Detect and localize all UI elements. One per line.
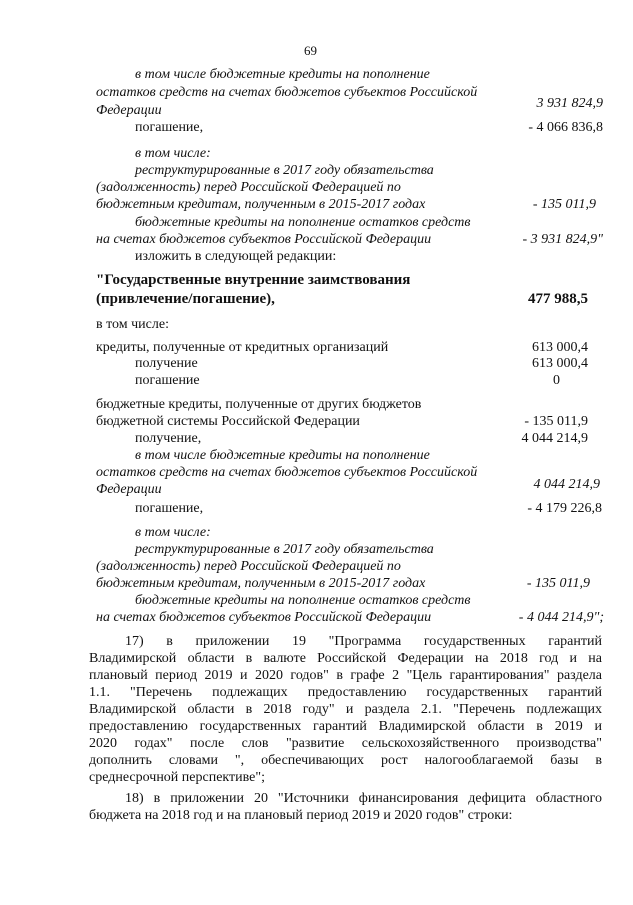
old-incl-label: в том числе: (135, 146, 211, 161)
para17-line4: 1.1. "Перечень подлежащих предоставлению государственных гарантий (89, 685, 602, 700)
budget-incl-line1: в том числе бюджетные кредиты на пополнение (135, 448, 430, 463)
new-incl: в том числе: (96, 317, 169, 332)
para17-line8: дополнить словами ", обеспечивающих рост налогооблагаемой базы в (89, 753, 602, 768)
old-repay-value: - 4 066 836,8 (528, 120, 603, 135)
credit-receive-value: 613 000,4 (532, 356, 588, 371)
old-incl-line2: остатков средств на счетах бюджетов субъектов Российской (96, 85, 478, 100)
old-repay-label: погашение, (135, 120, 204, 135)
budget-incl-line3: Федерации (96, 482, 162, 497)
credit-org-label: кредиты, полученные от кредитных организаций (96, 340, 389, 355)
budget-receive-label: получение, (135, 431, 202, 446)
old-restr-value: - 135 011,9 (532, 197, 596, 212)
para17-line9: среднесрочной перспективе"; (89, 770, 265, 785)
budget-incl-line2: остатков средств на счетах бюджетов субъектов Российской (96, 465, 478, 480)
credit-receive-label: получение (135, 356, 198, 371)
old-incl-line3: Федерации (96, 103, 162, 118)
para18-line1: 18) в приложении 20 "Источники финансирования дефицита областного (125, 791, 602, 806)
para17-line5: Владимирской области в 2018 году" и раздела 2.1. "Перечень подлежащих (89, 702, 602, 717)
credit-repay-value: 0 (553, 373, 560, 388)
para17-line7: 2020 годах" после слов "развитие сельскохозяйственного производства" (89, 736, 602, 751)
budget-incl-value: 4 044 214,9 (533, 477, 600, 492)
budget-receive-value: 4 044 214,9 (521, 431, 588, 446)
new-bk-line1: бюджетные кредиты на пополнение остатков средств (135, 593, 471, 608)
old-restr-line1: реструктурированные в 2017 году обязательства (135, 163, 434, 178)
new-incl-label: в том числе: (135, 525, 211, 540)
budget-credit-line1: бюджетные кредиты, полученные от других бюджетов (96, 397, 422, 412)
budget-repay-value: - 4 179 226,8 (527, 501, 602, 516)
page-number: 69 (304, 43, 317, 58)
old-bk-value: - 3 931 824,9" (522, 232, 603, 247)
new-heading-value: 477 988,5 (528, 291, 588, 307)
para17-line2: Владимирской области в валюте Российской Федерации на 2018 год и на (89, 651, 602, 666)
para17-line6: предоставлению государственных гарантий Владимирской области в 2019 и (89, 719, 602, 734)
para17-line1: 17) в приложении 19 "Программа государственных гарантий (125, 634, 602, 649)
new-bk-line2: на счетах бюджетов субъектов Российской Федерации (96, 610, 432, 625)
new-restr-value: - 135 011,9 (526, 576, 590, 591)
new-restr-line3: бюджетным кредитам, полученным в 2015-2017 годах (96, 576, 426, 591)
state-new-edition: изложить в следующей редакции: (135, 249, 337, 264)
para18-line2: бюджета на 2018 год и на плановый период 2019 и 2020 годов" строки: (89, 808, 513, 823)
budget-repay-label: погашение, (135, 501, 204, 516)
old-incl-line1: в том числе бюджетные кредиты на пополнение (135, 67, 430, 82)
budget-credit-line2: бюджетной системы Российской Федерации (96, 414, 360, 429)
old-bk-line1: бюджетные кредиты на пополнение остатков средств (135, 215, 471, 230)
credit-org-value: 613 000,4 (532, 340, 588, 355)
old-restr-line2: (задолженность) перед Российской Федерацией по (96, 180, 401, 195)
budget-credit-value: - 135 011,9 (524, 414, 588, 429)
new-heading-line1: "Государственные внутренние заимствования (96, 272, 411, 288)
old-bk-line2: на счетах бюджетов субъектов Российской Федерации (96, 232, 432, 247)
credit-repay-label: погашение (135, 373, 200, 388)
new-heading-line2: (привлечение/погашение), (96, 291, 275, 307)
old-restr-line3: бюджетным кредитам, полученным в 2015-2017 годах (96, 197, 426, 212)
new-bk-value: - 4 044 214,9"; (518, 610, 604, 625)
new-restr-line2: (задолженность) перед Российской Федерацией по (96, 559, 401, 574)
old-incl-value: 3 931 824,9 (536, 96, 603, 111)
para17-line3: плановый период 2019 и 2020 годов" в графе 2 "Цель гарантирования" раздела (89, 668, 602, 683)
new-restr-line1: реструктурированные в 2017 году обязательства (135, 542, 434, 557)
